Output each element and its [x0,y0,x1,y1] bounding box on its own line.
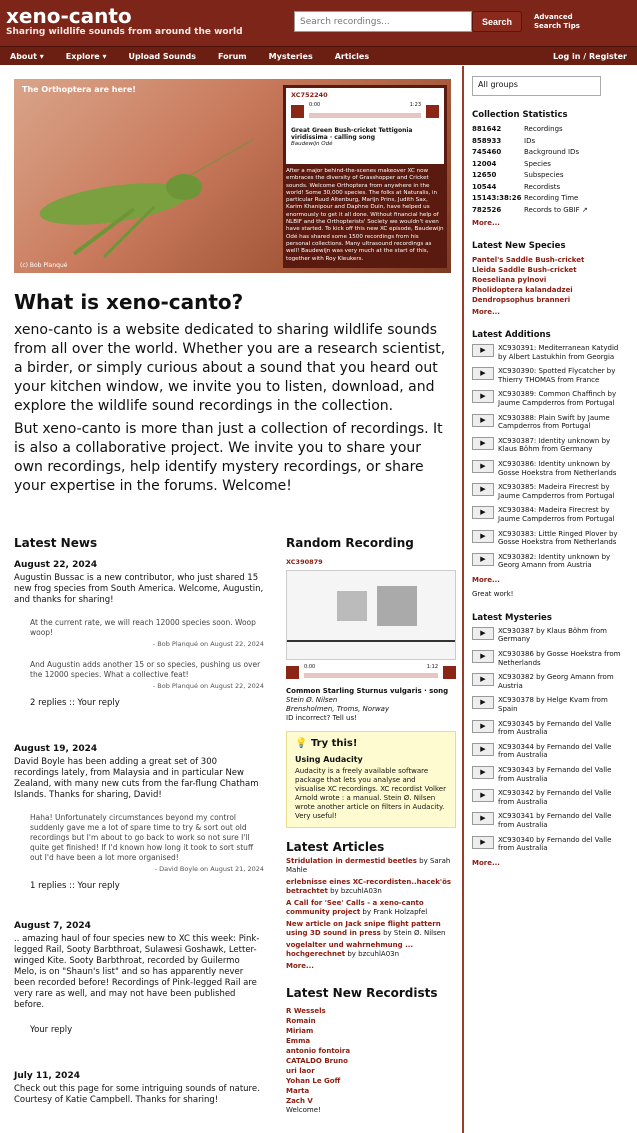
reply-link[interactable]: Your reply [30,1025,73,1035]
time-end: 1:23 [409,102,421,109]
addition-item [472,390,629,407]
nav-explore[interactable]: Explore ▾ [65,51,107,61]
nav-mysteries[interactable]: Mysteries [268,51,313,61]
tagline: Sharing wildlife sounds from around the world [6,27,243,37]
play-icon[interactable]: ▶ [472,743,494,756]
header [0,0,637,46]
news-body: .. amazing haul of four species new to XC this week: Pink-legged Rail, Sooty Barbthroat, Sulawesi Goshawk, Letter-winged Kite. Sooty Barbthroat, recorded by Guilermo Melo, is on "Shaun's list" and so has apparently never been recorded before! Recordings of Pink-legged Rail are very rare as well, and may not have been published before. [14,934,260,1010]
hero-species: Great Green Bush-cricket Tettigonia viridissima · calling song [291,126,413,141]
progress-bar[interactable] [309,113,421,118]
recordist-link[interactable]: antonio fontoira [286,1047,351,1055]
hero-rec-id[interactable]: XC752240 [291,91,328,99]
stat-row [472,147,629,159]
sonogram[interactable] [286,570,456,660]
stat-label: Recordists [524,182,561,191]
mystery-text[interactable]: XC930387 by Klaus Böhm from Germany [498,626,607,644]
main-content [0,66,462,1133]
play-icon[interactable]: ▶ [472,673,494,686]
random-species: Common Starling Sturnus vulgaris · song [286,687,449,695]
stat-value: 782526 [472,205,502,214]
play-icon[interactable]: ▶ [472,812,494,825]
stat-value: 10544 [472,182,497,191]
articles-heading: Latest Articles [286,840,385,854]
random-location: Brensholmen, Troms, Norway [286,705,390,713]
article-item[interactable]: A Call for 'See' Calls - a xeno-canto community project by Frank Holzapfel [286,899,428,916]
news-body: David Boyle has been adding a great set of 300 recordings lately, from Malaysia and in particular New Zealand, with many new cuts from the far-flung Chatham Islands. Thanks for sharing, David! [14,757,259,800]
site-logo[interactable]: xeno-canto [6,4,132,28]
news-comment: Haha! Unfortunately circumstances beyond my control suddenly gave me a lot of spare time to try & sort out old recordings but I'm about to go back to work so not sure I'll quite get finished! If I'd known how long it took to sort stuff out I'd have been a lot more organised! [30,813,254,862]
mystery-item [472,673,629,690]
addition-item [472,437,629,454]
try-sub: Using Audacity [295,755,363,764]
search-button[interactable]: Search [472,11,522,32]
news-date: August 22, 2024 [14,560,98,570]
login-link[interactable]: Log in / Register [552,51,627,61]
species-more[interactable]: More... [472,308,500,316]
additions-heading: Latest Additions [472,330,551,340]
hero-banner [14,79,451,273]
play-icon[interactable]: ▶ [472,506,494,519]
play-icon[interactable]: ▶ [472,650,494,663]
news-heading: Latest News [14,536,98,550]
article-item[interactable]: New article on Jack snipe flight pattern using 3D sound in press by Stein Ø. Nilsen [286,920,446,937]
stat-row [472,159,629,171]
stat-label: Subspecies [524,171,564,179]
stats-heading: Collection Statistics [472,110,568,120]
welcome-text: Welcome! [286,1106,321,1114]
stat-label: IDs [524,136,536,145]
stat-label: Species [524,159,551,168]
group-select[interactable]: All groups [472,76,601,96]
article-item[interactable]: vogelalter und wahrnehmung ... hochgerechnet by bzcuhlA03n [286,941,414,958]
news-comment: At the current rate, we will reach 12000 species soon. Woop woop! [30,618,256,637]
recordist-link[interactable]: CATALDO Bruno [286,1057,348,1065]
hero-credit: (c) Bob Planqué [20,262,68,269]
play-icon[interactable]: ▶ [472,460,494,473]
play-icon[interactable]: ▶ [472,344,494,357]
news-comment-author: - David Boyle on August 21, 2024 [154,865,264,873]
mystery-item [472,696,629,713]
stat-row [472,170,629,182]
species-link[interactable]: Pantel's Saddle Bush-cricket [472,256,585,264]
stats-more[interactable]: More... [472,219,500,227]
hero-recordist[interactable]: Baudewijn Odé [291,141,333,148]
recordist-link[interactable]: Zach V [286,1097,313,1105]
hero-panel [283,85,447,268]
advanced-search-link[interactable]: Advanced Search Tips [534,13,580,30]
mystery-item [472,766,629,783]
mystery-item [472,720,629,737]
addition-item [472,367,629,384]
addition-item [472,553,629,570]
center-column [286,536,456,1115]
intro-p2: But xeno-canto is more than just a collection of recordings. It is also a collaborative project. We invite you to share your own recordings, help identify mystery recordings, or share your expertise in the forums. Welcome! [14,421,443,494]
addition-text[interactable]: XC930385: Madeira Firecrest by Jaume Campderros from Portugal [498,483,615,500]
hero-text: After a major behind-the-scenes makeover XC now embraces the diversity of Grasshopper and Cricket sounds. Welcome Orthoptera from anywhere in the world! Some 30,000 species. The folks at Naturalis, in particular Ruud Altenburg, Marijn Prins, Judith Sax, Karim Khanipour and Daphne Duin, have helped us enormously to get it all done. Without financial help of NLBIF and the Orthopterists' Society we wouldn't even have started. To kick off this new XC episode, Baudewijn Odé has shared some 1500 recordings from his personal collections. Many ultrasound recordings as well! Baudewijn was very much at the start of this, together with Roy Kleukers. [286,168,444,262]
recordist-link[interactable]: Romain [286,1017,316,1025]
great-work: Great work! [472,589,514,598]
recordist-link[interactable]: Marta [286,1087,310,1095]
mystery-text[interactable]: XC930342 by Fernando del Valle from Australia [498,789,612,806]
mysteries-heading: Latest Mysteries [472,612,552,623]
news-body: Check out this page for some intriguing sounds of nature. Courtesy of Katie Campbell. Thanks for sharing! [14,1084,260,1105]
lightbulb-icon: 💡 [295,738,308,749]
mystery-text[interactable]: XC930344 by Fernando del Valle from Australia [498,742,612,760]
hero-title[interactable]: The Orthoptera are here! [22,85,136,94]
news-comment-author: - Bob Planqué on August 22, 2024 [152,640,264,648]
addition-text[interactable]: XC930389: Common Chaffinch by Jaume Campderros from Portugal [498,390,617,407]
play-icon[interactable]: ▶ [472,367,494,380]
addition-item [472,460,629,477]
news-date: August 7, 2024 [14,921,91,931]
stat-value: 858933 [472,136,502,145]
stat-label: Recording Time [524,194,579,202]
nav-forum[interactable]: Forum [218,51,247,61]
play-icon[interactable]: ▶ [472,836,494,849]
addition-text[interactable]: XC930391: Mediterranean Katydid by Albert Lastukhin from Georgia [498,344,619,361]
play-icon[interactable]: ▶ [472,553,494,566]
articles-more[interactable]: More... [286,962,314,970]
reply-link[interactable]: 1 replies :: Your reply [30,881,120,891]
hero-player [286,88,444,164]
random-rec-id[interactable]: XC390879 [286,558,323,566]
news-body: Augustin Bussac is a new contributor, who just shared 15 new frog species from South America. Welcome, Augustin, and thanks for sharing! [14,573,264,605]
intro-text [14,321,454,500]
stat-row [472,124,629,136]
id-incorrect-link[interactable]: ID incorrect? Tell us! [286,714,357,722]
addition-text[interactable]: XC930388: Plain Swift by Jaume Campderros from Portugal [498,413,610,431]
mystery-item [472,627,629,644]
try-box [286,731,456,828]
grasshopper-image [34,129,264,259]
mystery-text[interactable]: XC930340 by Fernando del Valle from Australia [498,835,612,853]
nav-upload[interactable]: Upload Sounds [128,51,197,61]
play-icon[interactable]: ▶ [472,483,494,496]
news-section [14,536,264,1106]
news-comment-author: - Bob Planqué on August 22, 2024 [152,682,264,690]
stat-value: 881642 [472,125,502,133]
stat-value: 745460 [472,148,502,156]
stat-value: 15143:38:26 [472,194,522,202]
mystery-text[interactable]: XC930341 by Fernando del Valle from Australia [498,812,612,829]
news-date: July 11, 2024 [14,1071,80,1081]
stat-label: Background IDs [524,148,580,156]
stat-label[interactable]: Records to GBIF ↗ [524,205,588,214]
stat-value: 12004 [472,159,497,168]
species-link[interactable]: Dendropsophus branneri [472,296,571,304]
species-link[interactable]: Roeseliana pylnovi [472,276,547,284]
random-heading: Random Recording [286,536,414,550]
mystery-text[interactable]: XC930345 by Fernando del Valle from Australia [498,719,612,737]
species-link[interactable]: Lleida Saddle Bush-cricket [472,266,577,274]
addition-item [472,344,629,361]
play-icon[interactable] [291,105,304,118]
news-date: August 19, 2024 [14,744,98,754]
stop-icon[interactable] [426,105,439,118]
stat-row [472,182,629,194]
reply-link[interactable]: 2 replies :: Your reply [30,698,120,708]
time-end: 1:12 [426,664,438,670]
stat-row [472,205,629,217]
additions-more[interactable]: More... [472,575,500,584]
progress-bar[interactable] [304,673,438,678]
addition-item [472,530,629,547]
play-icon[interactable]: ▶ [472,390,494,403]
news-comment: And Augustin adds another 15 or so species, pushing us over the 12000 species. What a collective feat! [30,660,261,679]
play-icon[interactable]: ▶ [472,437,494,450]
intro-p1: xeno-canto is a website dedicated to sharing wildlife sounds from all over the world. Whether you are a research scientist, a birder, or simply curious about a sound that you heard out your kitchen window, we invite you to listen, download, and explore the wildlife sound recordings in the collection. [14,322,446,414]
recordist-link[interactable]: Miriam [286,1027,314,1035]
mystery-item [472,743,629,760]
time-start: 0:00 [309,102,321,109]
addition-text[interactable]: XC930390: Spotted Flycatcher by Thierry THOMAS from France [498,367,616,384]
mysteries-more[interactable]: More... [472,858,500,867]
mystery-text[interactable]: XC930378 by Helge Kvam from Spain [498,696,608,714]
recordist-link[interactable]: Emma [286,1037,311,1045]
addition-text[interactable]: XC930386: Identity unknown by Gosse Hoekstra from Netherlands [498,459,617,477]
recordist-link[interactable]: Yohan Le Goff [286,1077,341,1085]
try-heading: Try this! [310,738,358,749]
addition-item [472,414,629,431]
play-icon[interactable]: ▶ [472,530,494,543]
stat-row [472,136,629,148]
search-input[interactable] [294,11,472,32]
mystery-item [472,650,629,667]
mystery-item [472,789,629,806]
addition-text[interactable]: XC930387: Identity unknown by Klaus Böhm from Germany [498,436,611,454]
page-title: What is xeno-canto? [14,290,244,314]
try-body: Audacity is a freely available software package that lets you analyse and visualise XC recordings. XC recordist Volker Arnold wrote : a manual. Stein Ø. Nilsen wrote another article on filters in Audacity. Very useful! [295,767,446,820]
play-icon[interactable]: ▶ [472,627,494,640]
mystery-item [472,836,629,853]
mystery-item [472,812,629,829]
article-item[interactable]: erlebnisse eines XC-recordisten..hacek'ös betrachtet by bzcuhlA03n [286,878,452,895]
random-recordist[interactable]: Stein Ø. Nilsen [286,696,338,704]
mystery-text[interactable]: XC930386 by Gosse Hoekstra from Netherlands [498,650,621,667]
recordists-heading: Latest New Recordists [286,986,438,1000]
sidebar [462,66,637,1133]
addition-text[interactable]: XC930383: Little Ringed Plover by Gosse Hoekstra from Netherlands [498,529,618,547]
recordist-link[interactable]: R Wessels [286,1007,326,1015]
play-icon[interactable]: ▶ [472,414,494,427]
stat-value: 12650 [472,171,497,179]
recordist-link[interactable]: uri laor [286,1067,315,1075]
time-start: 0:00 [304,664,316,670]
addition-item [472,506,629,523]
mystery-text[interactable]: XC930343 by Fernando del Valle from Australia [498,766,612,783]
addition-text[interactable]: XC930384: Madeira Firecrest by Jaume Campderros from Portugal [498,506,615,523]
play-icon[interactable]: ▶ [472,789,494,802]
play-icon[interactable] [286,666,299,679]
sonogram-image [287,571,455,659]
nav-articles[interactable]: Articles [334,51,370,61]
play-icon[interactable]: ▶ [472,720,494,733]
species-link[interactable]: Pholidoptera kalandadzei [472,286,573,294]
main-nav [0,46,637,65]
mystery-text[interactable]: XC930382 by Georg Amann from Austria [498,673,614,690]
stat-row [472,193,629,205]
play-icon[interactable]: ▶ [472,766,494,779]
nav-about[interactable]: About ▾ [10,51,44,61]
play-icon[interactable]: ▶ [472,696,494,709]
article-item[interactable]: Stridulation in dermestid beetles by Sarah Mahle [286,857,451,874]
stat-label: Recordings [524,125,563,133]
species-heading: Latest New Species [472,241,566,251]
addition-item [472,483,629,500]
stop-icon[interactable] [443,666,456,679]
addition-text[interactable]: XC930382: Identity unknown by Georg Amann from Austria [498,552,611,570]
